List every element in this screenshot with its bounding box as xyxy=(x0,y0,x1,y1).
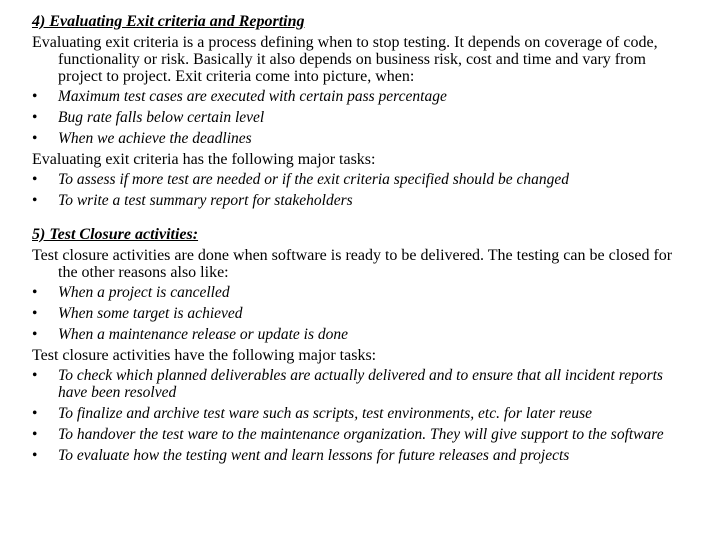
list-item xyxy=(32,88,692,105)
list-item xyxy=(32,447,692,464)
tasks-list xyxy=(32,171,692,209)
list-item xyxy=(32,109,692,126)
bullet-icon: • xyxy=(32,326,38,343)
list-item-text: When we achieve the deadlines xyxy=(58,130,252,147)
bullet-icon: • xyxy=(32,171,38,188)
list-item-text: Bug rate falls below certain level xyxy=(58,109,265,126)
list-item xyxy=(32,405,692,422)
section-exit-criteria xyxy=(32,12,692,209)
list-item-text: To check which planned deliverables are actually delivered and to ensure that all incident reports have been resolved xyxy=(58,367,663,401)
bullet-icon: • xyxy=(32,426,38,443)
list-item xyxy=(32,326,692,343)
list-item-text: To finalize and archive test ware such as scripts, test environments, etc. for later reuse xyxy=(58,405,592,422)
bullet-icon: • xyxy=(32,192,38,209)
tasks-list xyxy=(32,367,692,464)
bullet-icon: • xyxy=(32,305,38,322)
bullet-icon: • xyxy=(32,284,38,301)
bullet-icon: • xyxy=(32,405,38,422)
tasks-intro: Evaluating exit criteria has the following major tasks: xyxy=(32,151,376,168)
tasks-intro: Test closure activities have the following major tasks: xyxy=(32,347,377,364)
list-item-text: To write a test summary report for stakeholders xyxy=(58,192,353,209)
bullet-icon: • xyxy=(32,88,38,105)
list-item-text: To handover the test ware to the maintenance organization. They will give support to the software xyxy=(58,426,664,443)
bullet-icon: • xyxy=(32,367,38,384)
bullet-icon: • xyxy=(32,447,38,464)
list-item-text: To evaluate how the testing went and learn lessons for future releases and projects xyxy=(58,447,570,464)
document-page xyxy=(32,12,692,468)
list-item xyxy=(32,171,692,188)
section-test-closure xyxy=(32,225,692,464)
section-heading: 5) Test Closure activities: xyxy=(32,226,199,243)
section-intro: Evaluating exit criteria is a process defining when to stop testing. It depends on coverage of code, functionality or risk. Basically it also depends on business risk, cost and time and vary from project to project. Exit criteria come into picture, when: xyxy=(32,34,658,85)
list-item-text: To assess if more test are needed or if the exit criteria specified should be changed xyxy=(58,171,569,188)
bullet-icon: • xyxy=(32,109,38,126)
list-item xyxy=(32,305,692,322)
list-item xyxy=(32,367,692,401)
list-item-text: When a project is cancelled xyxy=(58,284,230,301)
list-item-text: When a maintenance release or update is done xyxy=(58,326,348,343)
list-item xyxy=(32,284,692,301)
list-item-text: When some target is achieved xyxy=(58,305,243,322)
list-item xyxy=(32,192,692,209)
section-intro: Test closure activities are done when software is ready to be delivered. The testing can be closed for the other reasons also like: xyxy=(32,247,673,281)
list-item xyxy=(32,130,692,147)
conditions-list xyxy=(32,284,692,343)
list-item-text: Maximum test cases are executed with certain pass percentage xyxy=(58,88,447,105)
conditions-list xyxy=(32,88,692,147)
list-item xyxy=(32,426,692,443)
section-heading: 4) Evaluating Exit criteria and Reporting xyxy=(32,13,305,30)
bullet-icon: • xyxy=(32,130,38,147)
